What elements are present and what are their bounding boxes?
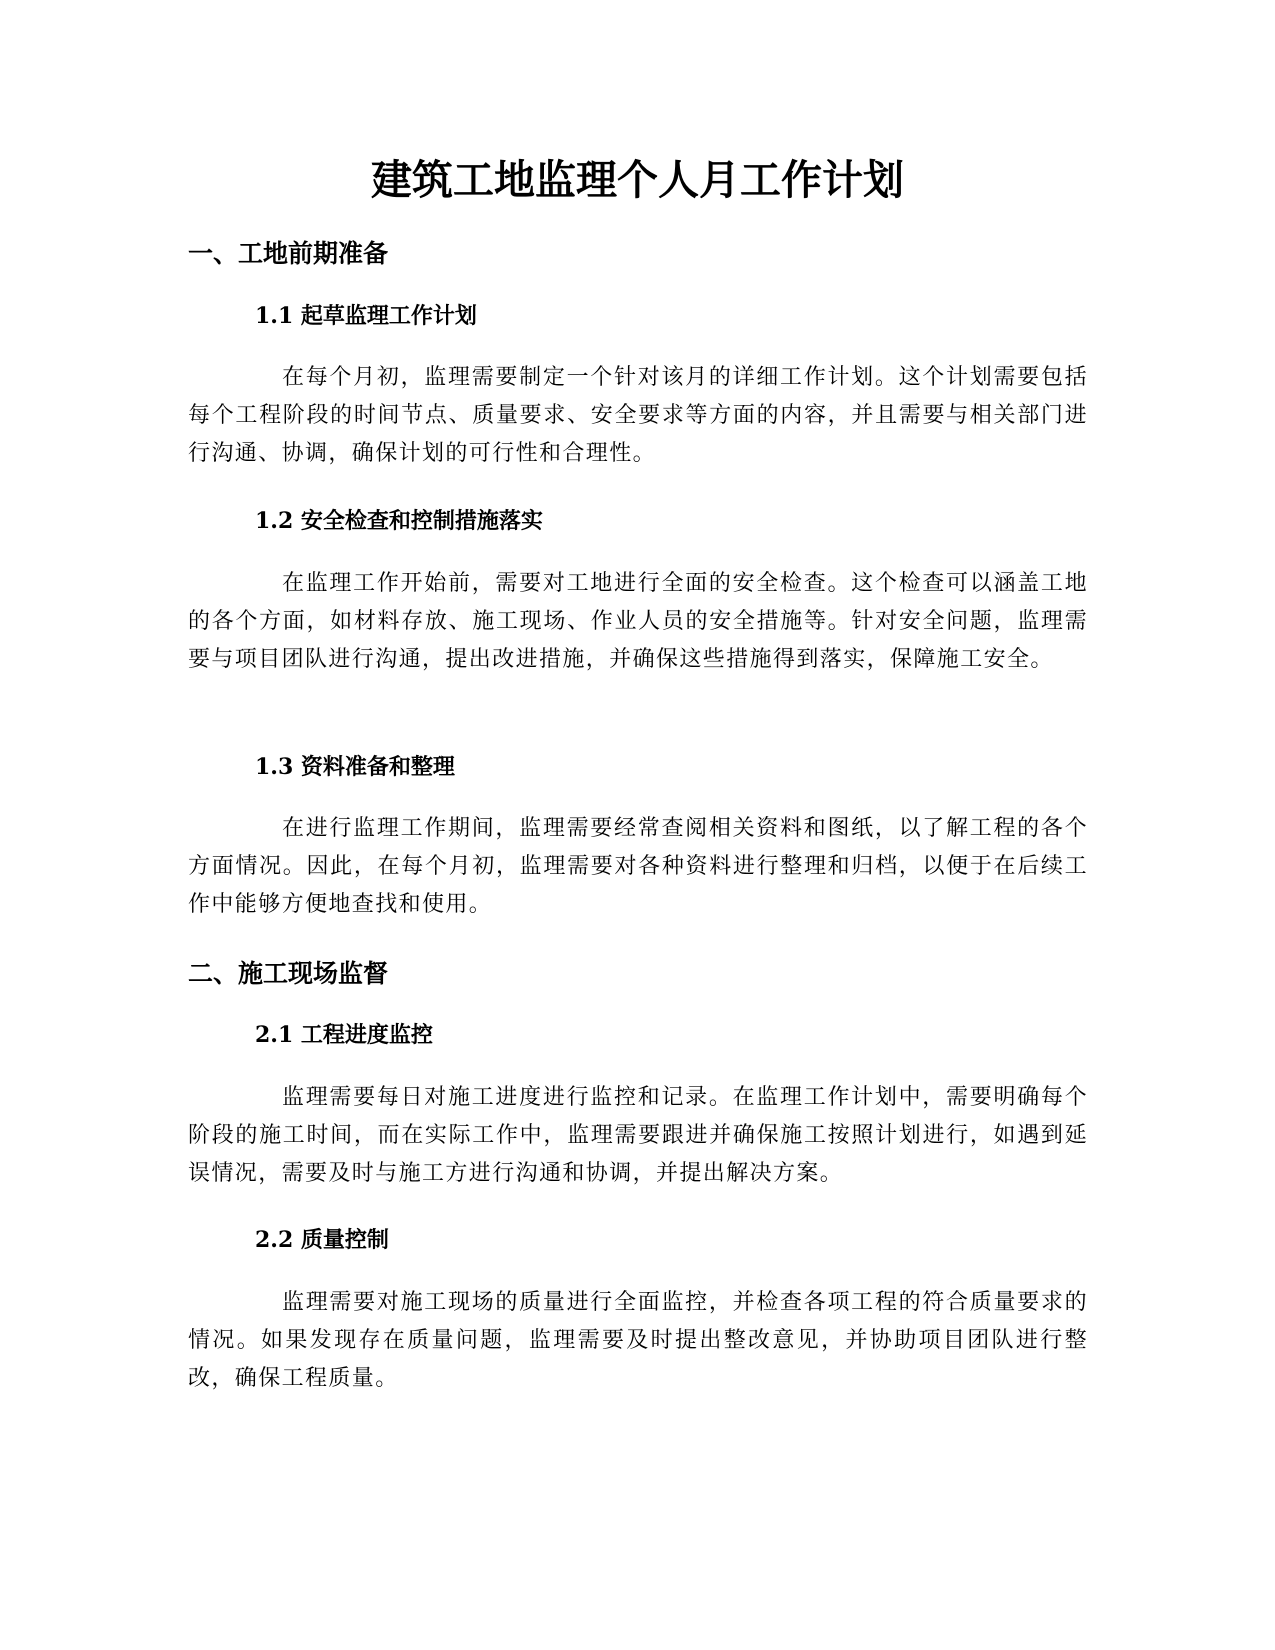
paragraph-2-1: 监理需要每日对施工进度进行监控和记录。在监理工作计划中，需要明确每个阶段的施工时间，而在实际工作中，监理需要跟进并确保施工按照计划进行，如遇到延误情况，需要及时与施工方进行沟通和协调，并提出解决方案。 [188, 1085, 1088, 1186]
section-heading-2: 二、施工现场监督 [188, 959, 389, 988]
paragraph-2-2: 监理需要对施工现场的质量进行全面监控，并检查各项工程的符合质量要求的情况。如果发现存在质量问题，监理需要及时提出整改意见，并协助项目团队进行整改，确保工程质量。 [188, 1290, 1088, 1391]
subsection-heading-1-3: 1.3 资料准备和整理 [255, 754, 455, 780]
subsection-heading-2-1: 2.1 工程进度监控 [255, 1022, 433, 1048]
document-title: 建筑工地监理个人月工作计划 [371, 156, 904, 204]
subsection-heading-1-2: 1.2 安全检查和控制措施落实 [255, 508, 543, 534]
subsection-heading-1-1: 1.1 起草监理工作计划 [255, 303, 477, 329]
paragraph-1-1: 在每个月初，监理需要制定一个针对该月的详细工作计划。这个计划需要包括每个工程阶段的时间节点、质量要求、安全要求等方面的内容，并且需要与相关部门进行沟通、协调，确保计划的可行性和合理性。 [188, 365, 1088, 466]
paragraph-1-3: 在进行监理工作期间，监理需要经常查阅相关资料和图纸，以了解工程的各个方面情况。因此，在每个月初，监理需要对各种资料进行整理和归档，以便于在后续工作中能够方便地查找和使用。 [188, 816, 1088, 917]
subsection-heading-2-2: 2.2 质量控制 [255, 1227, 389, 1253]
section-heading-1: 一、工地前期准备 [188, 239, 389, 268]
paragraph-1-2: 在监理工作开始前，需要对工地进行全面的安全检查。这个检查可以涵盖工地的各个方面，如材料存放、施工现场、作业人员的安全措施等。针对安全问题，监理需要与项目团队进行沟通，提出改进措施，并确保这些措施得到落实，保障施工安全。 [188, 571, 1088, 672]
